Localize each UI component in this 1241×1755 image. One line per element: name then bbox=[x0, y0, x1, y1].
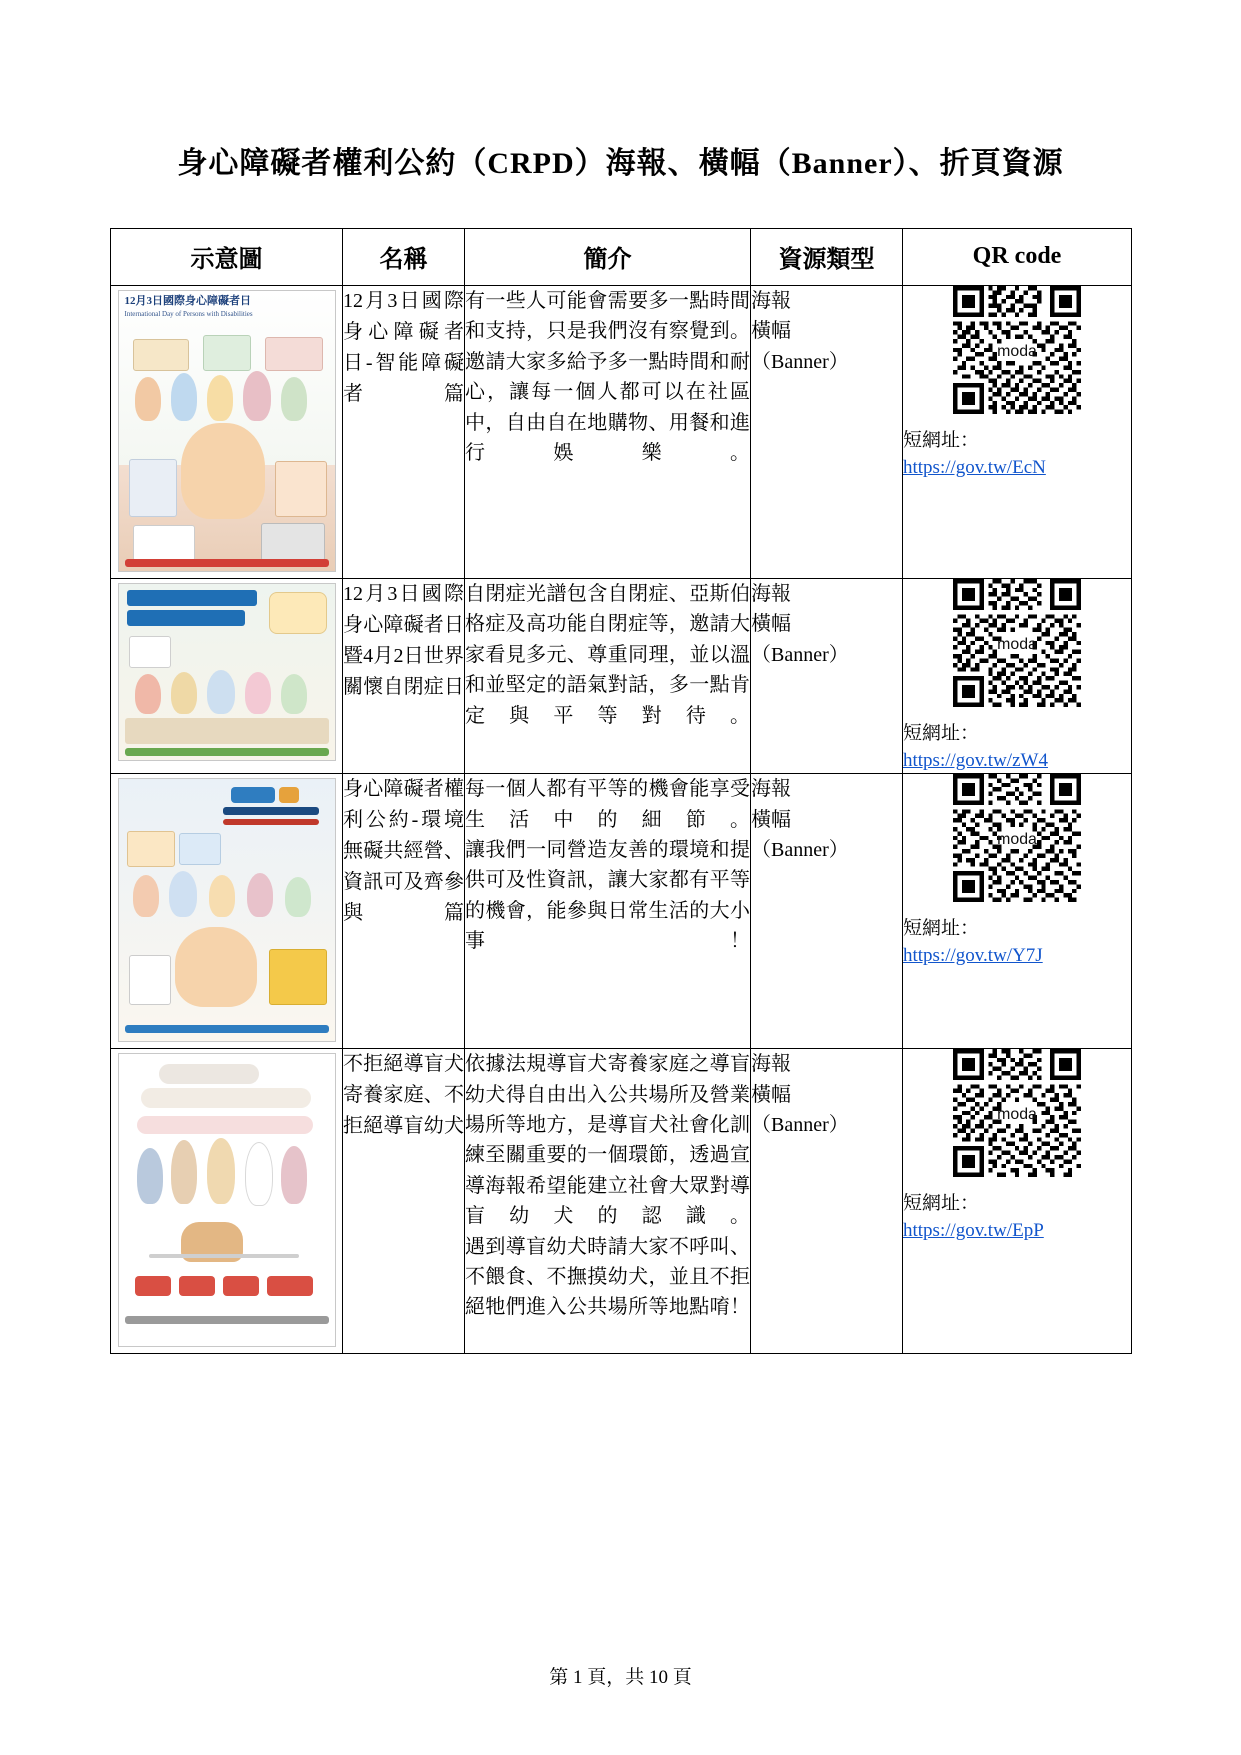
resource-name: 12月3日國際身心障礙者日-智能障礙者篇 bbox=[343, 286, 465, 579]
description-paragraph: 每一個人都有平等的機會能享受生活中的細節。 bbox=[465, 778, 750, 831]
short-url-link[interactable]: https://gov.tw/zW4 bbox=[903, 749, 1048, 771]
column-header-qr: QR code bbox=[903, 229, 1132, 286]
qr-code-icon[interactable] bbox=[953, 1049, 1081, 1177]
short-url-link[interactable]: https://gov.tw/EcN bbox=[903, 456, 1046, 478]
description-paragraph: 讓我們一同營造友善的環境和提供可及性資訊，讓大家都有平等的機會，能參與日常生活的大小事！ bbox=[465, 839, 750, 953]
qr-cell bbox=[903, 1049, 1132, 1354]
qr-code-icon[interactable] bbox=[953, 774, 1081, 902]
resource-type bbox=[751, 774, 903, 1049]
resource-type-item: 橫幅 bbox=[751, 320, 791, 343]
table-row bbox=[111, 1049, 1132, 1354]
resource-type-item: （Banner） bbox=[751, 1114, 849, 1137]
qr-center-label: moda bbox=[997, 1106, 1037, 1124]
qr-cell bbox=[903, 286, 1132, 579]
page-title: 身心障礙者權利公約（CRPD）海報、橫幅（Banner）、折頁資源 bbox=[177, 147, 1064, 180]
column-header-image: 示意圖 bbox=[111, 229, 343, 286]
table-row bbox=[111, 774, 1132, 1049]
resource-type bbox=[751, 579, 903, 774]
poster-cell bbox=[111, 1049, 343, 1354]
qr-code-icon[interactable] bbox=[953, 286, 1081, 414]
column-header-type: 資源類型 bbox=[751, 229, 903, 286]
resource-name: 身心障礙者權利公約-環境無礙共經營、資訊可及齊參與篇 bbox=[343, 774, 465, 1049]
resource-type-item: （Banner） bbox=[751, 643, 849, 666]
resource-type-item: （Banner） bbox=[751, 839, 849, 862]
qr-cell bbox=[903, 579, 1132, 774]
poster-cell bbox=[111, 774, 343, 1049]
short-url-label: 短網址： bbox=[903, 918, 980, 940]
poster-cell bbox=[111, 286, 343, 579]
poster-image-3 bbox=[118, 778, 336, 1042]
resource-description bbox=[465, 579, 751, 774]
qr-center-label: moda bbox=[997, 343, 1037, 361]
short-url-label: 短網址： bbox=[903, 1193, 980, 1215]
poster-headline: 12月3日國際身心障礙者日 bbox=[124, 295, 251, 307]
description-paragraph: 自閉症光譜包含自閉症、亞斯伯格症及高功能自閉症等，邀請大家看見多元、尊重同理，並以溫和並堅定的語氣對話，多一點肯定與平等對待。 bbox=[465, 583, 750, 727]
qr-code-icon[interactable] bbox=[953, 579, 1081, 707]
short-url-label: 短網址： bbox=[903, 430, 980, 451]
poster-image-1 bbox=[118, 290, 336, 572]
poster-image-4 bbox=[118, 1053, 336, 1347]
resource-type-item: 橫幅 bbox=[751, 613, 791, 636]
resources-table bbox=[110, 228, 1132, 1354]
resource-type-item: 海報 bbox=[751, 1053, 791, 1076]
column-header-description: 簡介 bbox=[465, 229, 751, 286]
resource-description bbox=[465, 286, 751, 579]
description-paragraph: 有一些人可能會需要多一點時間和支持，只是我們沒有察覺到。 bbox=[465, 290, 750, 343]
qr-center-label: moda bbox=[997, 636, 1037, 654]
description-paragraph: 依據法規導盲犬寄養家庭之導盲幼犬得自由出入公共場所及營業場所等地方，是導盲犬社會化訓練至關重要的一個環節，透過宣導海報希望能建立社會大眾對導盲幼犬的認識。 bbox=[465, 1053, 750, 1228]
resource-name: 不拒絕導盲犬寄養家庭、不拒絕導盲幼犬 bbox=[343, 1049, 465, 1354]
resource-type-item: 海報 bbox=[751, 290, 791, 312]
table-header-row bbox=[111, 229, 1132, 286]
poster-image-2 bbox=[118, 583, 336, 761]
column-header-name: 名稱 bbox=[343, 229, 465, 286]
description-paragraph: 邀請大家多給予多一點時間和耐心，讓每一個人都可以在社區中，自由自在地購物、用餐和進行娛樂。 bbox=[465, 350, 750, 464]
page-footer: 第 1 頁，共 10 頁 bbox=[549, 1667, 692, 1688]
resource-type-item: 海報 bbox=[751, 583, 791, 605]
poster-subheadline: International Day of Persons with Disabilities bbox=[124, 309, 253, 318]
resource-type bbox=[751, 1049, 903, 1354]
resource-description bbox=[465, 1049, 751, 1354]
table-row bbox=[111, 286, 1132, 579]
resource-name: 12月3日國際身心障礙者日暨4月2日世界關懷自閉症日 bbox=[343, 579, 465, 774]
short-url-link[interactable]: https://gov.tw/EpP bbox=[903, 1219, 1044, 1241]
short-url-label: 短網址： bbox=[903, 723, 980, 744]
resource-type-item: （Banner） bbox=[751, 350, 849, 373]
table-row bbox=[111, 579, 1132, 774]
resource-type-item: 橫幅 bbox=[751, 1083, 791, 1106]
resource-type bbox=[751, 286, 903, 579]
short-url-link[interactable]: https://gov.tw/Y7J bbox=[903, 944, 1043, 966]
qr-cell bbox=[903, 774, 1132, 1049]
resource-description bbox=[465, 774, 751, 1049]
qr-center-label: moda bbox=[997, 831, 1037, 849]
poster-cell bbox=[111, 579, 343, 774]
description-paragraph: 遇到導盲幼犬時請大家不呼叫、不餵食、不撫摸幼犬，並且不拒絕牠們進入公共場所等地點唷！ bbox=[465, 1235, 750, 1319]
resource-type-item: 橫幅 bbox=[751, 808, 791, 831]
resource-type-item: 海報 bbox=[751, 778, 791, 801]
